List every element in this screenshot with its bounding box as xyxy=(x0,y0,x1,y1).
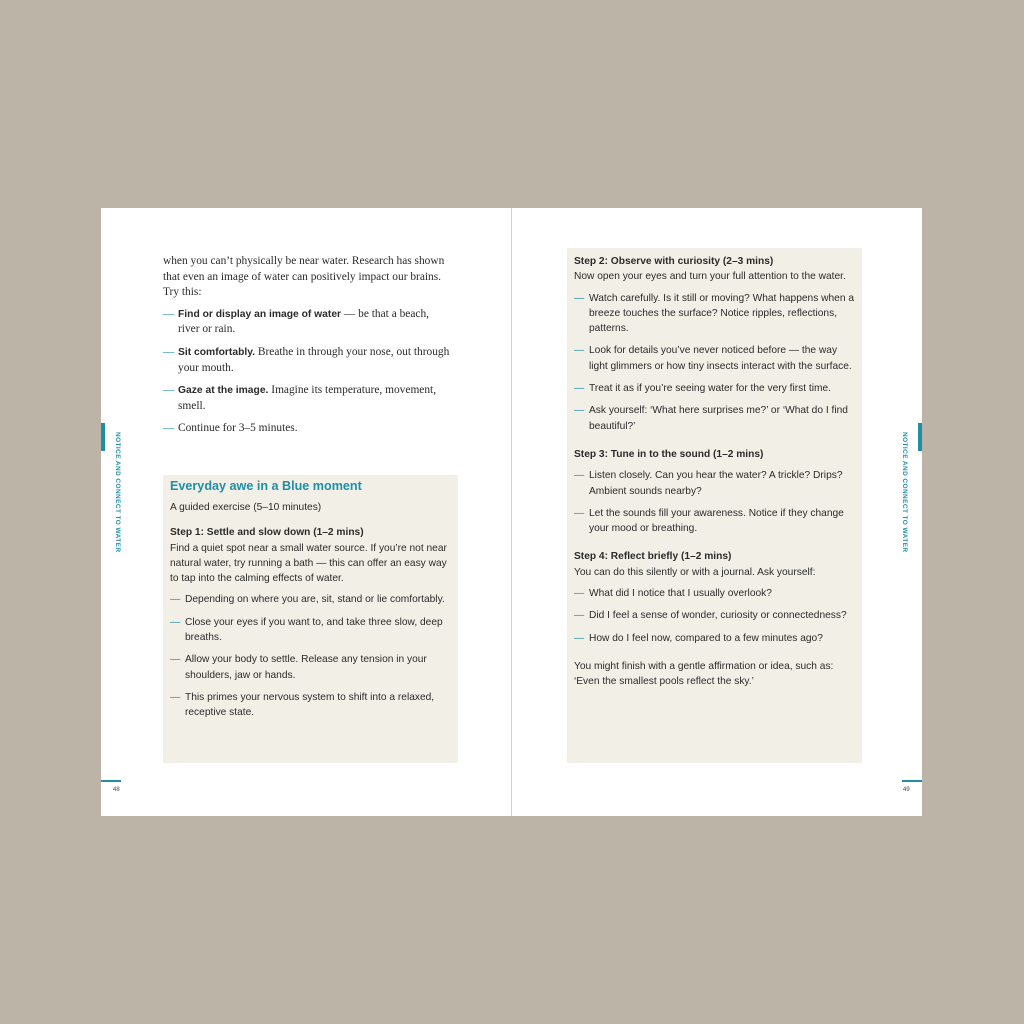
dash-marker: — xyxy=(163,384,175,397)
list-item-text: Depending on where you are, sit, stand or lie comfortably. xyxy=(185,594,445,606)
list-item-text: This primes your nervous system to shift into a relaxed, receptive state. xyxy=(185,691,435,719)
try-item xyxy=(163,307,453,338)
right-folio-bar xyxy=(902,780,922,782)
list-item-text: Listen closely. Can you hear the water? A trickle? Drips? Ambient sounds nearby? xyxy=(589,470,843,497)
list-item-text: Look for details you’ve never noticed before — the way light glimmers or how tiny insects interact with the surface. xyxy=(589,345,852,372)
list-item xyxy=(574,631,855,646)
try-item-text: Continue for 3–5 minutes. xyxy=(178,422,298,435)
step3-list xyxy=(574,468,855,536)
try-list xyxy=(163,307,453,437)
try-item-text: Breathe in through your nose, out through your mouth. xyxy=(178,345,450,374)
list-item xyxy=(574,343,855,374)
try-item-text: — be that a beach, river or rain. xyxy=(178,307,429,336)
closing-text: You might finish with a gentle affirmation or idea, such as: ‘Even the smallest pools reflect the sky.’ xyxy=(574,660,834,688)
right-side-tab-bar xyxy=(918,423,922,451)
left-side-tab-bar xyxy=(101,423,105,451)
step4-title: Step 4: Reflect briefly (1–2 mins) xyxy=(574,551,732,563)
exercise-box-continued xyxy=(567,248,862,763)
list-item xyxy=(574,468,855,499)
try-item xyxy=(163,345,453,376)
try-item-text: Imagine its temperature, movement, smell. xyxy=(178,384,437,412)
list-item-text: Did I feel a sense of wonder, curiosity or connectedness? xyxy=(589,610,847,622)
intro-section xyxy=(163,254,453,444)
list-item xyxy=(574,403,855,434)
list-item-text: How do I feel now, compared to a few minutes ago? xyxy=(589,632,823,644)
step2-title: Step 2: Observe with curiosity (2–3 mins) xyxy=(574,256,774,267)
intro-paragraph: when you can’t physically be near water. Research has shown that even an image of water can positively impact our brains. Try this: xyxy=(163,255,445,299)
dash-marker: — xyxy=(574,405,585,417)
step2-list xyxy=(574,291,855,434)
list-item xyxy=(574,586,855,601)
list-item xyxy=(574,608,855,623)
dash-marker: — xyxy=(163,422,175,435)
list-item-text: Let the sounds fill your awareness. Notice if they change your mood or breathing. xyxy=(589,507,844,535)
dash-marker: — xyxy=(574,588,585,600)
dash-marker: — xyxy=(163,345,175,358)
dash-marker: — xyxy=(170,594,181,606)
left-side-label: NOTICE AND CONNECT TO WATER xyxy=(114,432,121,553)
step1-title: Step 1: Settle and slow down (1–2 mins) xyxy=(170,527,364,539)
dash-marker: — xyxy=(170,616,181,628)
try-item-bold: Sit comfortably. xyxy=(178,346,256,358)
list-item xyxy=(170,615,451,646)
list-item-text: What did I notice that I usually overlook? xyxy=(589,588,772,600)
try-item xyxy=(163,383,453,414)
step4-list xyxy=(574,586,855,646)
dash-marker: — xyxy=(574,470,585,482)
step1-text: Find a quiet spot near a small water source. If you’re not near natural water, try running a bath — this can offer an easy way to tap into the calming effects of water. xyxy=(170,542,447,585)
list-item-text: Watch carefully. Is it still or moving? What happens when a breeze touches the surface? Notice ripples, reflections, patterns. xyxy=(589,292,854,335)
list-item xyxy=(170,690,451,721)
list-item-text: Close your eyes if you want to, and take three slow, deep breaths. xyxy=(185,616,443,644)
dash-marker: — xyxy=(574,610,585,622)
step2-text: Now open your eyes and turn your full attention to the water. xyxy=(574,271,846,283)
left-folio-bar xyxy=(101,780,121,782)
list-item-text: Allow your body to settle. Release any tension in your shoulders, jaw or hands. xyxy=(185,654,427,681)
exercise-box xyxy=(163,475,458,763)
list-item xyxy=(574,381,855,396)
right-side-label: NOTICE AND CONNECT TO WATER xyxy=(901,432,908,553)
left-page-number: 48 xyxy=(113,787,120,793)
box-subtitle: A guided exercise (5–10 minutes) xyxy=(170,502,322,513)
right-page-number: 49 xyxy=(903,787,910,793)
list-item xyxy=(170,652,451,683)
list-item-text: Treat it as if you’re seeing water for the very first time. xyxy=(589,383,831,395)
dash-marker: — xyxy=(163,307,175,320)
dash-marker: — xyxy=(574,383,585,395)
try-item-bold: Find or display an image of water xyxy=(178,308,342,320)
dash-marker: — xyxy=(574,292,585,304)
list-item-text: Ask yourself: ‘What here surprises me?’ or ‘What do I find beautiful?’ xyxy=(589,405,848,432)
list-item xyxy=(574,506,855,537)
step1-list xyxy=(170,592,451,720)
dash-marker: — xyxy=(170,691,181,703)
box-title: Everyday awe in a Blue moment xyxy=(170,479,362,493)
dash-marker: — xyxy=(574,507,585,519)
try-item-bold: Gaze at the image. xyxy=(178,385,269,397)
step4-text: You can do this silently or with a journal. Ask yourself: xyxy=(574,566,816,578)
list-item xyxy=(574,291,855,337)
step3-title: Step 3: Tune in to the sound (1–2 mins) xyxy=(574,448,764,460)
dash-marker: — xyxy=(574,632,585,644)
list-item xyxy=(170,592,451,607)
dash-marker: — xyxy=(170,654,181,666)
dash-marker: — xyxy=(574,345,585,357)
try-item xyxy=(163,421,453,437)
